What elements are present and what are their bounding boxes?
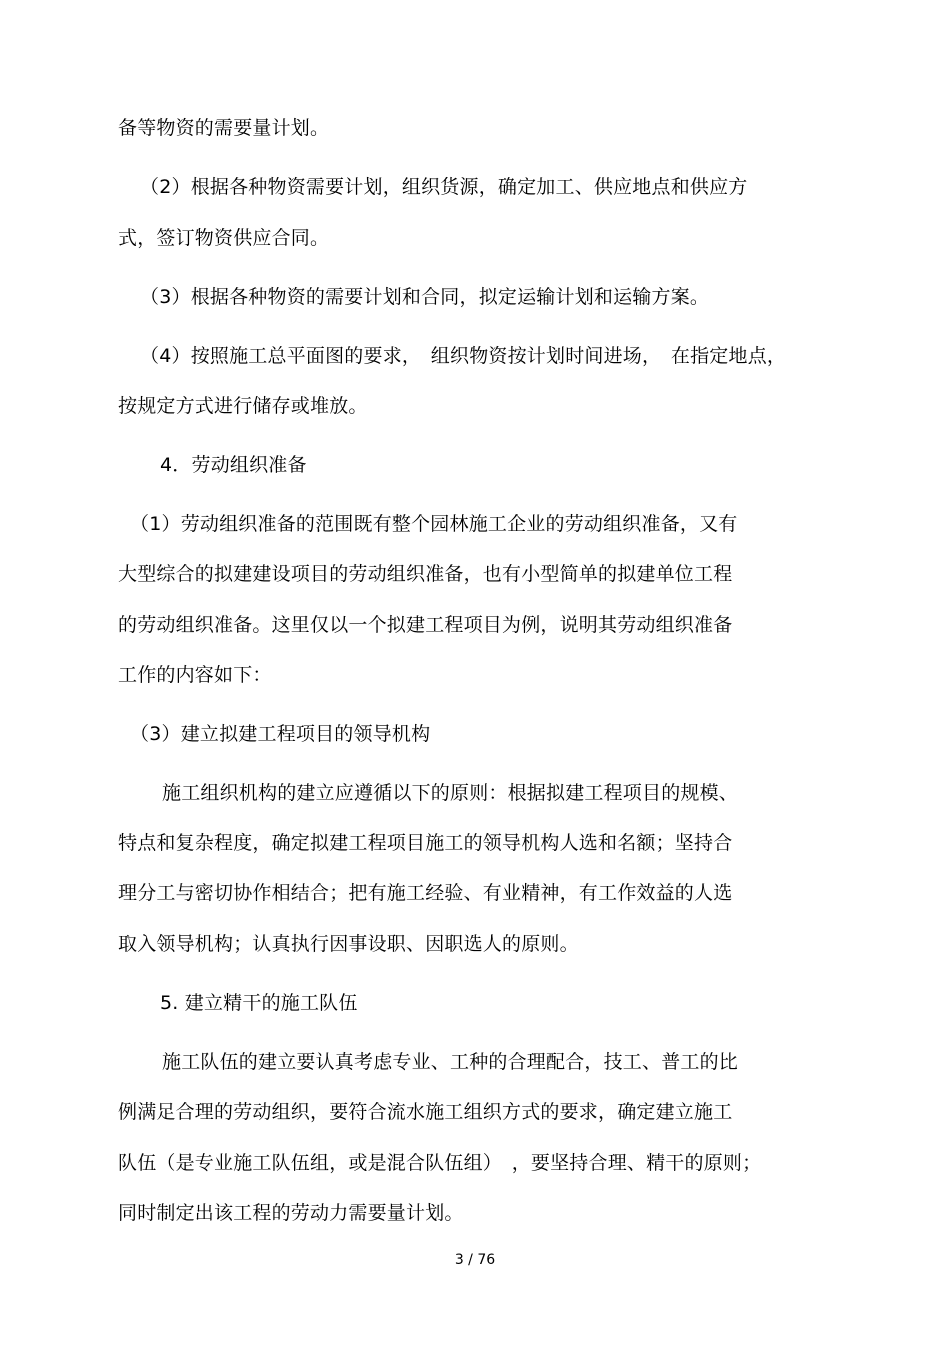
text-line: （4）按照施工总平面图的要求， 组织物资按计划时间进场， 在指定地点，	[140, 345, 787, 367]
text-line: （3）根据各种物资的需要计划和合同，拟定运输计划和运输方案。	[140, 286, 710, 308]
text-line: 取入领导机构；认真执行因事设职、因职选人的原则。	[118, 933, 579, 955]
text-line: （1）劳动组织准备的范围既有整个园林施工企业的劳动组织准备，又有	[130, 513, 738, 535]
text-line: 备等物资的需要量计划。	[118, 117, 330, 139]
text-line: 大型综合的拟建建设项目的劳动组织准备，也有小型简单的拟建单位工程	[118, 563, 733, 585]
page-number: 3 / 76	[454, 1252, 496, 1268]
text-line: 例满足合理的劳动组织，要符合流水施工组织方式的要求，确定建立施工	[118, 1101, 733, 1123]
subsection-heading: （3）建立拟建工程项目的领导机构	[130, 723, 431, 745]
text-line: 式，签订物资供应合同。	[118, 227, 330, 249]
text-line: 队伍（是专业施工队伍组，或是混合队伍组） ，要坚持合理、精干的原则；	[118, 1152, 762, 1174]
section-heading: 4．劳动组织准备	[160, 454, 307, 476]
text-line: 的劳动组织准备。这里仅以一个拟建工程项目为例，说明其劳动组织准备	[118, 614, 733, 636]
text-line: 特点和复杂程度，确定拟建工程项目施工的领导机构人选和名额；坚持合	[118, 832, 733, 854]
text-line: 按规定方式进行储存或堆放。	[118, 395, 368, 417]
text-line: 施工队伍的建立要认真考虑专业、工种的合理配合，技工、普工的比	[162, 1051, 739, 1073]
text-line: 理分工与密切协作相结合；把有施工经验、有业精神，有工作效益的人选	[118, 882, 733, 904]
section-heading: 5. 建立精干的施工队伍	[160, 992, 358, 1014]
text-line: 施工组织机构的建立应遵循以下的原则：根据拟建工程项目的规模、	[162, 782, 739, 804]
text-line: 工作的内容如下：	[118, 664, 272, 686]
text-line: 同时制定出该工程的劳动力需要量计划。	[118, 1202, 464, 1224]
text-line: （2）根据各种物资需要计划，组织货源，确定加工、供应地点和供应方	[140, 176, 748, 198]
